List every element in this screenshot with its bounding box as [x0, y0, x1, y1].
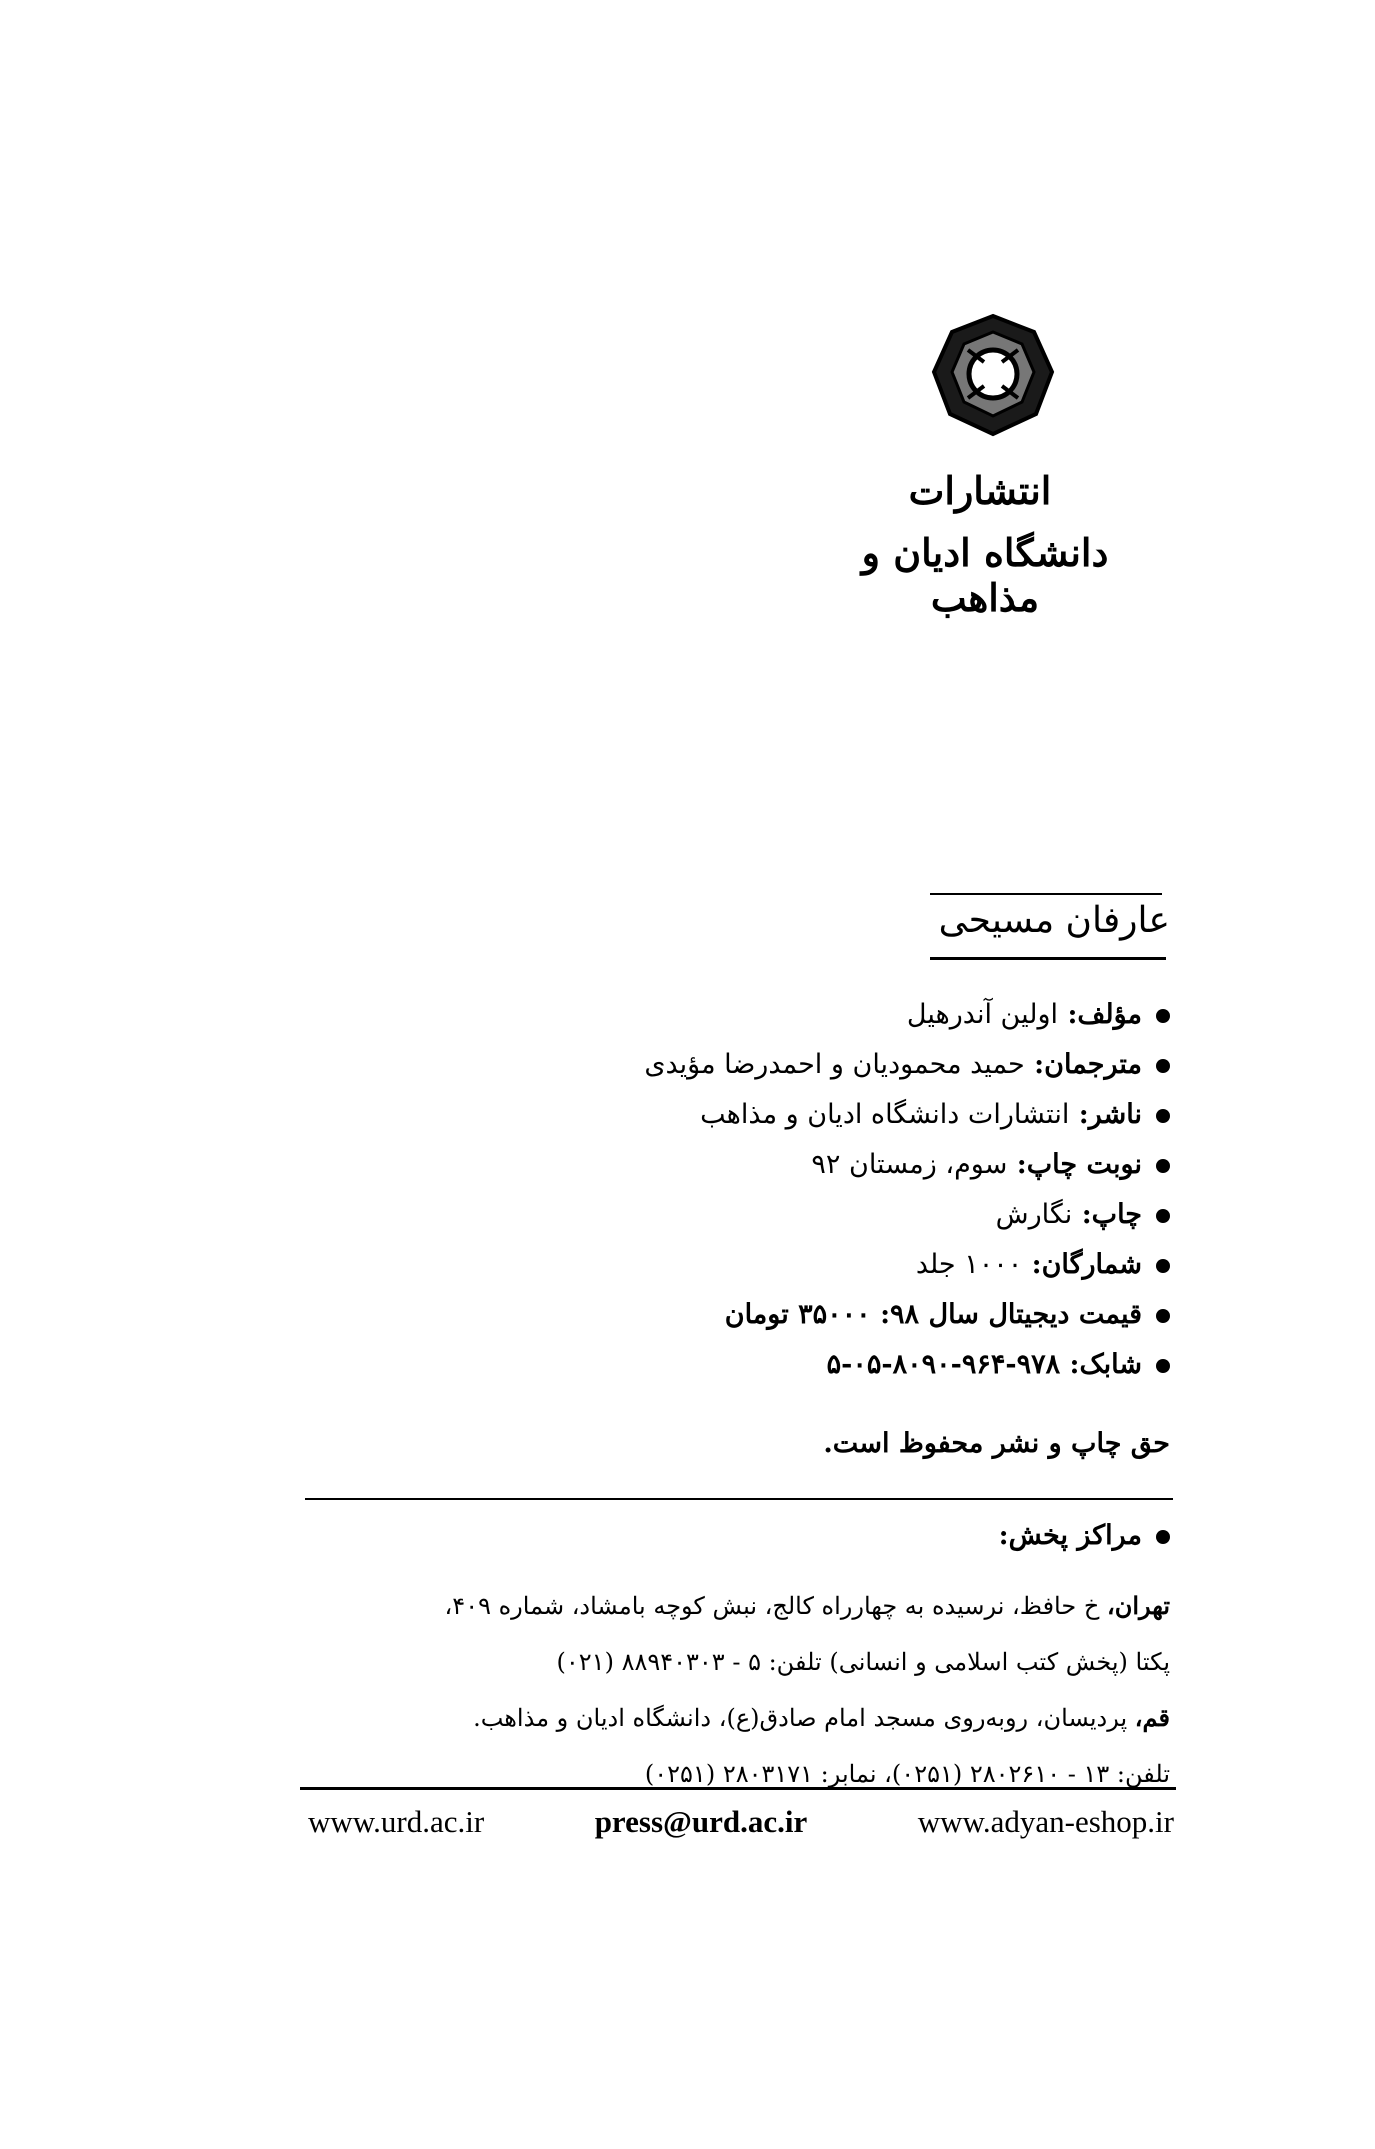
bullet-icon: [1156, 1009, 1170, 1023]
bullet-icon: [1156, 1209, 1170, 1223]
info-label: شابک:: [1069, 1349, 1142, 1380]
bullet-icon: [1156, 1159, 1170, 1173]
title-bottom-rule: [930, 957, 1166, 960]
info-label: قیمت دیجیتال سال ۹۸:: [880, 1299, 1142, 1330]
shop-link[interactable]: www.adyan-eshop.ir: [917, 1804, 1174, 1839]
info-translators: [470, 1040, 1170, 1090]
distribution-address: پکتا (پخش کتب اسلامی و انسانی) تلفن: ۵ - ۸۸۹۴۰۳۰۳ (۰۲۱): [556, 1648, 1170, 1676]
bullet-icon: [1156, 1530, 1170, 1544]
distribution-heading-text: مراکز پخش:: [998, 1520, 1142, 1551]
info-value: ۳۵۰۰۰ تومان: [724, 1299, 871, 1330]
footer-divider: [300, 1787, 1176, 1790]
list-item: [290, 1578, 1170, 1634]
info-value: نگارش: [995, 1199, 1073, 1230]
email-link[interactable]: press@urd.ac.ir: [594, 1804, 808, 1839]
info-author: [470, 990, 1170, 1040]
bullet-icon: [1156, 1259, 1170, 1273]
publisher-name-line2: دانشگاه ادیان و مذاهب: [861, 530, 1109, 620]
bullet-icon: [1156, 1359, 1170, 1373]
info-isbn: [470, 1340, 1170, 1390]
info-value: اولین آندرهیل: [906, 999, 1059, 1030]
list-item: [290, 1690, 1170, 1746]
info-label: مؤلف:: [1067, 999, 1142, 1030]
bullet-icon: [1156, 1309, 1170, 1323]
info-edition: [470, 1140, 1170, 1190]
info-value: حمید محمودیان و احمدرضا مؤیدی: [644, 1049, 1025, 1080]
info-value: سوم، زمستان ۹۲: [811, 1149, 1008, 1180]
info-publisher: [470, 1090, 1170, 1140]
footer-links: [308, 1804, 1174, 1840]
distribution-address: پردیسان، روبه‌روی مسجد امام صادق(ع)، دانشگاه ادیان و مذاهب.: [473, 1704, 1128, 1732]
distribution-city: تهران،: [1106, 1591, 1170, 1620]
info-label: شمارگان:: [1031, 1249, 1142, 1280]
website-link[interactable]: www.urd.ac.ir: [308, 1804, 485, 1839]
publisher-name-line1: انتشارات: [908, 468, 1052, 513]
list-item: [290, 1746, 1170, 1802]
info-value: انتشارات دانشگاه ادیان و مذاهب: [700, 1099, 1070, 1130]
info-printer: [470, 1190, 1170, 1240]
distribution-list: [290, 1578, 1170, 1802]
section-divider: [305, 1498, 1173, 1500]
info-label: ناشر:: [1078, 1099, 1142, 1130]
title-top-rule: [930, 893, 1162, 895]
book-info-list: [470, 990, 1170, 1390]
info-value: ۱۰۰۰ جلد: [915, 1249, 1023, 1280]
info-value: ۹۷۸-۹۶۴-۸۰۹۰-۰۵-۵: [826, 1349, 1061, 1380]
publisher-logo-icon: [928, 310, 1058, 440]
info-label: چاپ:: [1081, 1199, 1142, 1230]
bullet-icon: [1156, 1109, 1170, 1123]
book-title: عارفان مسیحی: [938, 900, 1170, 941]
info-print-run: [470, 1240, 1170, 1290]
copyright-notice: حق چاپ و نشر محفوظ است.: [823, 1428, 1170, 1459]
distribution-city: قم،: [1134, 1703, 1170, 1732]
list-item: [290, 1634, 1170, 1690]
info-label: نوبت چاپ:: [1016, 1149, 1142, 1180]
distribution-heading: [470, 1520, 1170, 1551]
info-price: [470, 1290, 1170, 1340]
distribution-address: خ حافظ، نرسیده به چهارراه کالج، نبش کوچه بامشاد، شماره ۴۰۹،: [444, 1592, 1100, 1620]
bullet-icon: [1156, 1059, 1170, 1073]
distribution-address: تلفن: ۱۳ - ۲۸۰۲۶۱۰ (۰۲۵۱)، نمابر: ۲۸۰۳۱۷۱ (۰۲۵۱): [644, 1760, 1170, 1788]
info-label: مترجمان:: [1034, 1049, 1142, 1080]
